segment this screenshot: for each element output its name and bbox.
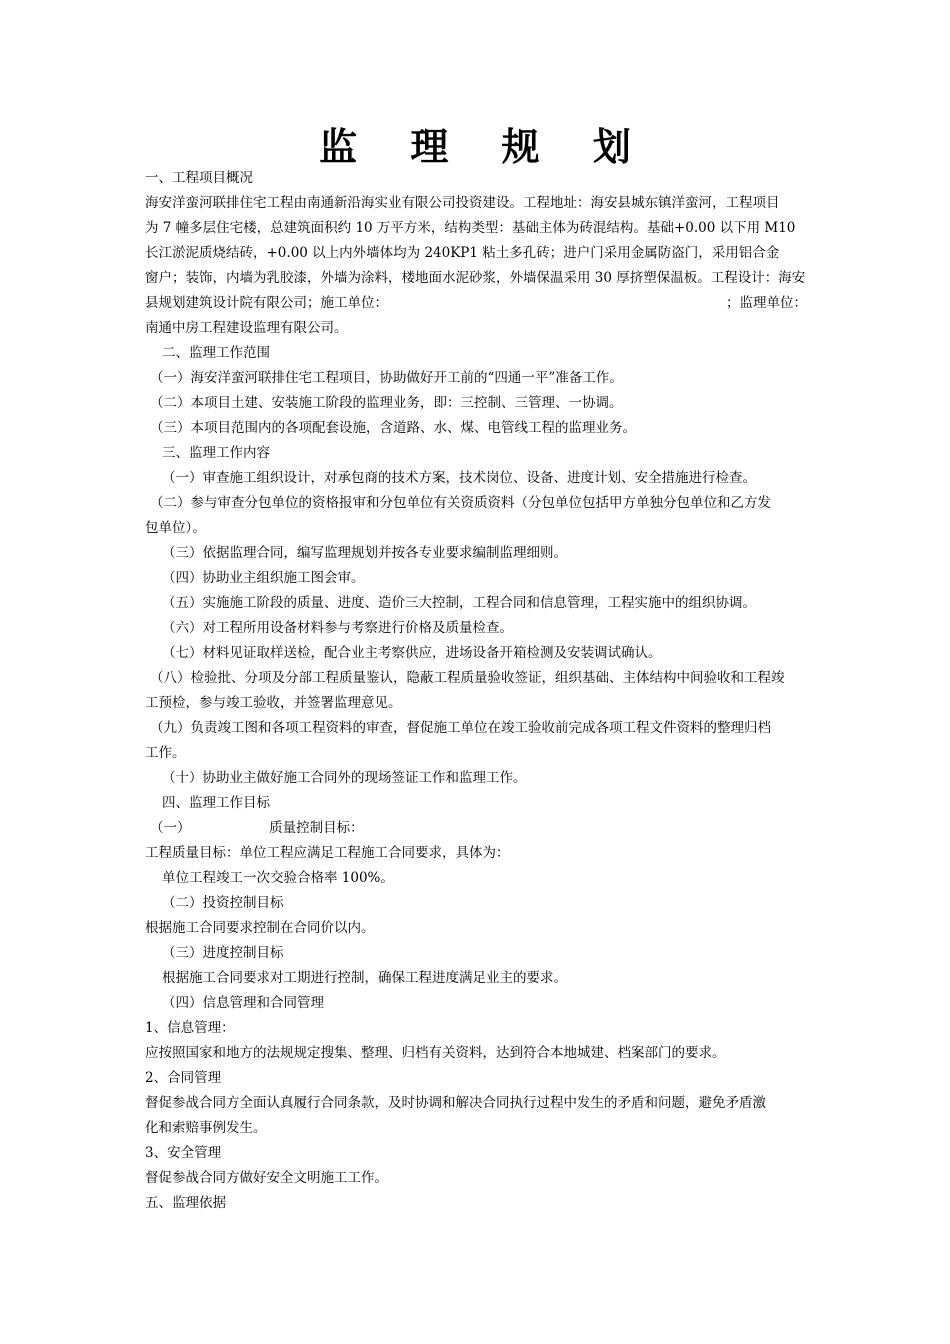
subsection-heading: 2、合同管理	[145, 1070, 222, 1086]
paragraph-line: 长江淤泥质烧结砖，+0.00 以上内外墙体均为 240KP1 粘土多孔砖；进户门采用金属防盗门，采用铝合金	[145, 245, 780, 261]
paragraph-line: 应按照国家和地方的法规规定搜集、整理、归档有关资料，达到符合本地城建、档案部门的要求。	[145, 1045, 726, 1061]
subsection-heading: （四）信息管理和合同管理	[162, 995, 324, 1011]
list-item: （三）本项目范围内的各项配套设施，含道路、水、煤、电管线工程的监理业务。	[150, 420, 636, 436]
page-title: 监 理 规 划	[319, 124, 651, 169]
list-item: （六）对工程所用设备材料参与考察进行价格及质量检查。	[162, 620, 513, 636]
paragraph-line: 化和索赔事例发生。	[145, 1120, 267, 1136]
list-item: （一）海安洋蛮河联排住宅工程项目，协助做好开工前的“四通一平”准备工作。	[150, 370, 623, 386]
paragraph-line: 工程质量目标：单位工程应满足工程施工合同要求，具体为：	[145, 845, 510, 861]
list-item: （五）实施施工阶段的质量、进度、造价三大控制，工程合同和信息管理，工程实施中的组织协调。	[162, 595, 756, 611]
list-item-continuation: 工作。	[145, 745, 186, 761]
section-heading: 二、监理工作范围	[162, 345, 270, 361]
section-heading: 一、工程项目概况	[145, 170, 253, 186]
quality-target-heading	[150, 818, 364, 838]
list-item: （三）依据监理合同，编写监理规划并按各专业要求编制监理细则。	[162, 545, 567, 561]
paragraph-line	[145, 293, 807, 313]
paragraph-line: 根据施工合同要求对工期进行控制，确保工程进度满足业主的要求。	[162, 970, 567, 986]
list-item: （一）审查施工组织设计，对承包商的技术方案，技术岗位、设备、进度计划、安全措施进行检查。	[162, 470, 756, 486]
section-heading: 五、监理依据	[145, 1195, 226, 1211]
list-item: （七）材料见证取样送检，配合业主考察供应，进场设备开箱检测及安装调试确认。	[162, 645, 662, 661]
list-item: （八）检验批、分项及分部工程质量鉴认，隐蔽工程质量验收签证，组织基础、主体结构中间验收和工程竣	[150, 670, 785, 686]
section-heading: 三、监理工作内容	[162, 445, 270, 461]
subsection-heading: 1、信息管理：	[145, 1020, 235, 1036]
list-item: （二）参与审查分包单位的资格报审和分包单位有关资质资料（分包单位包括甲方单独分包单位和乙方发	[150, 495, 771, 511]
subsection-heading: （二）投资控制目标	[162, 895, 284, 911]
paragraph-line: 督促参战合同方全面认真履行合同条款，及时协调和解决合同执行过程中发生的矛盾和问题，避免矛盾激	[145, 1095, 766, 1111]
list-item: （四）协助业主组织施工图会审。	[162, 570, 365, 586]
subsection-heading: 3、安全管理	[145, 1145, 222, 1161]
paragraph-line: 根据施工合同要求控制在合同价以内。	[145, 920, 375, 936]
construction-unit-label: 县规划建筑设计院有限公司；施工单位：	[145, 295, 388, 311]
paragraph-line: 窗户；装饰，内墙为乳胶漆，外墙为涂料，楼地面水泥砂浆，外墙保温采用 30 厚挤塑保温板。工程设计：海安	[145, 270, 806, 286]
paragraph-line: 督促参战合同方做好安全文明施工工作。	[145, 1170, 388, 1186]
quality-target-title: 质量控制目标：	[269, 820, 364, 836]
paragraph-line: 为 7 幢多层住宅楼，总建筑面积约 10 万平方米，结构类型：基础主体为砖混结构。基础+0.00 以下用 M10	[145, 220, 796, 236]
list-item: （二）本项目土建、安装施工阶段的监理业务，即：三控制、三管理、一协调。	[150, 395, 623, 411]
list-item: （九）负责竣工图和各项工程资料的审查，督促施工单位在竣工验收前完成各项工程文件资料的整理归档	[150, 720, 771, 736]
list-item: （十）协助业主做好施工合同外的现场签证工作和监理工作。	[162, 770, 527, 786]
list-item-continuation: 包单位）。	[145, 520, 206, 536]
supervision-unit-label: ；监理单位：	[726, 295, 807, 311]
list-item-continuation: 工预检，参与竣工验收，并签署监理意见。	[145, 695, 402, 711]
section-heading: 四、监理工作目标	[162, 795, 270, 811]
quality-target-number: （一）	[150, 820, 191, 836]
paragraph-line: 单位工程竣工一次交验合格率 100%。	[162, 870, 394, 886]
paragraph-line: 海安洋蛮河联排住宅工程由南通新沿海实业有限公司投资建设。工程地址：海安县城东镇洋蛮河，工程项目	[145, 195, 780, 211]
paragraph-line: 南通中房工程建设监理有限公司。	[145, 320, 348, 336]
subsection-heading: （三）进度控制目标	[162, 945, 284, 961]
